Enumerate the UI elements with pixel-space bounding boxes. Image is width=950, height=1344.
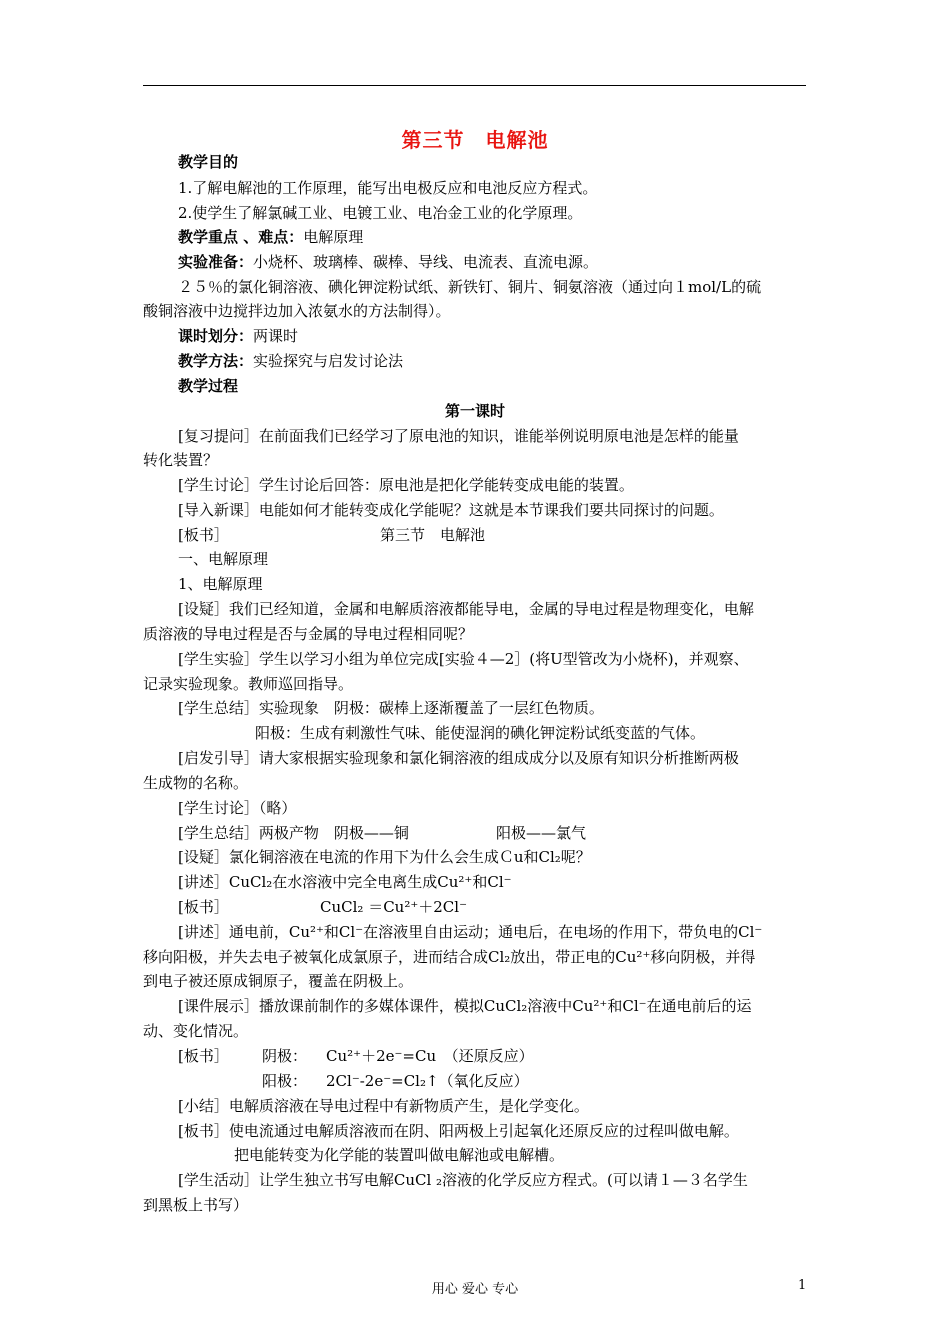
board-tag-2: [板书］ [178,898,229,916]
prep-label: 实验准备： [178,253,254,271]
paragraph-courseware-1: [课件展示］播放课前制作的多媒体课件，模拟CuCl₂溶液中Cu²⁺和Cl⁻在通电前后的运 [178,997,752,1015]
paragraph-board-1 [178,525,808,545]
hours [178,326,808,346]
page-number: 1 [798,1278,807,1293]
paragraph-review-2: 转化装置？ [143,451,219,469]
key-points [178,227,808,247]
paragraph-summary-cathode: [学生总结］实验现象 阴极：碳棒上逐渐覆盖了一层红色物质。 [178,699,604,717]
paragraph-activity-2: 到黑板上书写） [143,1196,249,1214]
ionization-equation: CuCl₂ ＝Cu²⁺＋2Cl⁻ [320,898,467,916]
preparation [178,252,808,272]
paragraph-board-cathode [178,1046,808,1066]
header-rule [143,85,806,86]
prep-line-3: 酸铜溶液中边搅拌边加入浓氨水的方法制得）。 [143,302,451,320]
paragraph-summary-anode: 阳极：生成有刺激性气味、能使湿润的碘化钾淀粉试纸变蓝的气体。 [255,724,706,742]
objectives-heading: 教学目的 [178,153,239,171]
paragraph-explain-1: [讲述］通电前，Cu²⁺和Cl⁻在溶液里自由运动；通电后，在电场的作用下，带负电的Cl⁻ [178,923,763,941]
board-text: 第三节 电解池 [380,526,486,544]
section-heading-2: 1、电解原理 [178,575,263,593]
prep-line-2: ２５％的氯化铜溶液、碘化钾淀粉试纸、新铁钉、铜片、铜氨溶液（通过向１mol/L的硫 [178,278,762,296]
prep-value: 小烧杯、玻璃棒、碳棒、导线、电流表、直流电源。 [253,253,599,271]
paragraph-products [178,823,808,843]
paragraph-discussion: [学生讨论］学生讨论后回答：原电池是把化学能转变成电能的装置。 [178,476,634,494]
paragraph-question-1: [设疑］我们已经知道，金属和电解质溶液都能导电，金属的导电过程是物理变化，电解 [178,600,754,618]
board-tag-3: [板书］ [178,1047,229,1065]
paragraph-intro: [导入新课］电能如何才能转变成化学能呢？这就是本节课我们要共同探讨的问题。 [178,501,724,519]
paragraph-board-2 [178,897,808,917]
cathode-equation: Cu²⁺＋2e⁻=Cu （还原反应） [326,1047,534,1065]
paragraph-courseware-2: 动、变化情况。 [143,1022,249,1040]
paragraph-explain-3: 到电子被还原成铜原子，覆盖在阴极上。 [143,972,414,990]
paragraph-experiment-2: 记录实验现象。教师巡回指导。 [143,675,354,693]
page-footer: 用心 爱心 专心 [431,1282,519,1297]
key-value: 电解原理 [303,228,364,246]
paragraph-question-2: 质溶液的导电过程是否与金属的导电过程相同呢？ [143,625,474,643]
key-label: 教学重点 、难点： [178,228,304,246]
paragraph-guide-1: [启发引导］请大家根据实验现象和氯化铜溶液的组成成分以及原有知识分析推断两极 [178,749,739,767]
paragraph-ionization: [讲述］CuCl₂在水溶液中完全电离生成Cu²⁺和Cl⁻ [178,873,512,891]
products-anode: 阳极——氯气 [496,824,587,842]
method-label: 教学方法： [178,352,254,370]
anode-equation: 2Cl⁻-2e⁻=Cl₂↑（氧化反应） [326,1072,529,1090]
paragraph-definition-2: 把电能转变为化学能的装置叫做电解池或电解槽。 [234,1146,565,1164]
paragraph-board-definition: [板书］使电流通过电解质溶液而在阴、阳两极上引起氧化还原反应的过程叫做电解。 [178,1122,739,1140]
board-tag: [板书］ [178,526,229,544]
page-title: 第三节 电解池 [401,128,549,152]
lesson-heading: 第一课时 [444,402,505,420]
objective-1: 1.了解电解池的工作原理，能写出电极反应和电池反应方程式。 [178,179,598,197]
cathode-label: 阴极： [262,1047,308,1065]
paragraph-discussion-2: [学生讨论］（略） [178,799,297,817]
section-heading-1: 一、电解原理 [178,550,269,568]
method-value: 实验探究与启发讨论法 [253,352,404,370]
anode-label: 阳极： [262,1072,308,1090]
products-cathode: [学生总结］两极产物 阴极——铜 [178,824,409,842]
paragraph-question-cucl2: [设疑］氯化铜溶液在电流的作用下为什么会生成Ｃu和Cl₂呢？ [178,848,591,866]
hours-label: 课时划分： [178,327,254,345]
hours-value: 两课时 [253,327,299,345]
paragraph-conclusion: [小结］电解质溶液在导电过程中有新物质产生，是化学变化。 [178,1097,589,1115]
paragraph-explain-2: 移向阳极，并失去电子被氧化成氯原子，进而结合成Cl₂放出，带正电的Cu²⁺移向阴极，并得 [143,948,756,966]
paragraph-activity-1: [学生活动］让学生独立书写电解CuCl ₂溶液的化学反应方程式。(可以请１—３名学生 [178,1171,748,1189]
method [178,351,808,371]
paragraph-experiment-1: [学生实验］学生以学习小组为单位完成[实验４—2］(将U型管改为小烧杯)，并观察、 [178,650,749,668]
paragraph-review-1: [复习提问］在前面我们已经学习了原电池的知识，谁能举例说明原电池是怎样的能量 [178,427,739,445]
paragraph-guide-2: 生成物的名称。 [143,774,249,792]
process-heading: 教学过程 [178,377,239,395]
objective-2: 2.使学生了解氯碱工业、电镀工业、电冶金工业的化学原理。 [178,204,583,222]
